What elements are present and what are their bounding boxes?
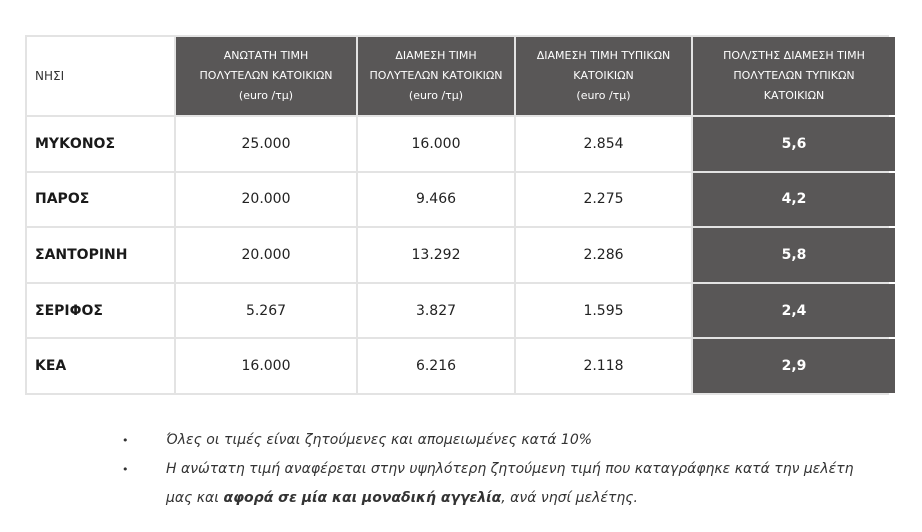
- cell-island: ΣΑΝΤΟΡΙΝΗ: [27, 228, 174, 282]
- header-median-typical: [516, 37, 691, 115]
- cell-median-luxury: 13.292: [358, 228, 514, 282]
- cell-max-price: 25.000: [176, 117, 356, 171]
- header-max-price: [176, 37, 356, 115]
- footnote-max-price-line1: Η ανώτατη τιμή αναφέρεται στην υψηλότερη ζητούμενη τιμή που καταγράφηκε κατά την μελέτη: [166, 461, 854, 477]
- cell-max-price: 20.000: [176, 173, 356, 227]
- header-median-luxury-line2: ΠΟΛΥΤΕΛΩΝ ΚΑΤΟΙΚΙΩΝ: [369, 69, 503, 82]
- table-header-row: [27, 37, 895, 115]
- cell-median-typical: 1.595: [516, 284, 691, 338]
- footnote-max-price-pre: μας και: [166, 490, 224, 506]
- header-island-label: ΝΗΣΙ: [35, 69, 65, 83]
- cell-median-luxury: 9.466: [358, 173, 514, 227]
- cell-ratio: 4,2: [693, 173, 895, 227]
- cell-median-luxury: 6.216: [358, 339, 514, 393]
- footnote-max-price: [118, 455, 898, 513]
- cell-max-price: 16.000: [176, 339, 356, 393]
- cell-island: ΚΕΑ: [27, 339, 174, 393]
- cell-ratio: 5,6: [693, 117, 895, 171]
- header-ratio: [693, 37, 895, 115]
- footnote-max-price-line2: [166, 484, 898, 513]
- bullet-icon: •: [122, 434, 129, 447]
- cell-median-luxury: 16.000: [358, 117, 514, 171]
- cell-ratio: 2,4: [693, 284, 895, 338]
- header-median-luxury-line1: ΔΙΑΜΕΣΗ ΤΙΜΗ: [395, 49, 477, 62]
- cell-island: ΜΥΚΟΝΟΣ: [27, 117, 174, 171]
- header-ratio-line2: ΠΟΛΥΤΕΛΩΝ ΤΥΠΙΚΩΝ: [733, 69, 855, 82]
- header-max-price-unit: (euro /τμ): [238, 89, 294, 102]
- header-median-luxury: [358, 37, 514, 115]
- cell-max-price: 5.267: [176, 284, 356, 338]
- table-row: [27, 284, 895, 338]
- footnotes: [118, 426, 898, 513]
- cell-median-luxury: 3.827: [358, 284, 514, 338]
- header-max-price-line1: ΑΝΩΤΑΤΗ ΤΙΜΗ: [223, 49, 309, 62]
- footnote-max-price-emphasis: αφορά σε μία και μοναδική αγγελία: [223, 490, 502, 506]
- header-ratio-line1: ΠΟΛ/ΣΤΗΣ ΔΙΑΜΕΣΗ ΤΙΜΗ: [723, 49, 865, 62]
- cell-island: ΠΑΡΟΣ: [27, 173, 174, 227]
- cell-median-typical: 2.275: [516, 173, 691, 227]
- header-median-typical-line2: ΚΑΤΟΙΚΙΩΝ: [573, 69, 634, 82]
- cell-ratio: 5,8: [693, 228, 895, 282]
- price-table: [25, 35, 897, 395]
- cell-island: ΣΕΡΙΦΟΣ: [27, 284, 174, 338]
- table-row: [27, 117, 895, 171]
- footnote-discount: [118, 426, 898, 455]
- bullet-icon: •: [122, 463, 129, 476]
- cell-max-price: 20.000: [176, 228, 356, 282]
- header-island: [27, 37, 174, 115]
- header-ratio-line3: ΚΑΤΟΙΚΙΩΝ: [763, 89, 825, 102]
- table-row: [27, 173, 895, 227]
- footnote-discount-text: Όλες οι τιμές είναι ζητούμενες και απομειωμένες κατά 10%: [166, 432, 593, 448]
- cell-median-typical: 2.118: [516, 339, 691, 393]
- cell-median-typical: 2.854: [516, 117, 691, 171]
- cell-ratio: 2,9: [693, 339, 895, 393]
- footnote-max-price-post: , ανά νησί μελέτης.: [501, 490, 638, 506]
- table-row: [27, 339, 895, 393]
- header-median-typical-line1: ΔΙΑΜΕΣΗ ΤΙΜΗ ΤΥΠΙΚΩΝ: [536, 49, 671, 62]
- header-median-luxury-unit: (euro /τμ): [408, 89, 464, 102]
- header-max-price-line2: ΠΟΛΥΤΕΛΩΝ ΚΑΤΟΙΚΙΩΝ: [199, 69, 333, 82]
- table-row: [27, 228, 895, 282]
- cell-median-typical: 2.286: [516, 228, 691, 282]
- price-table-container: [25, 35, 889, 395]
- header-median-typical-unit: (euro /τμ): [576, 89, 631, 102]
